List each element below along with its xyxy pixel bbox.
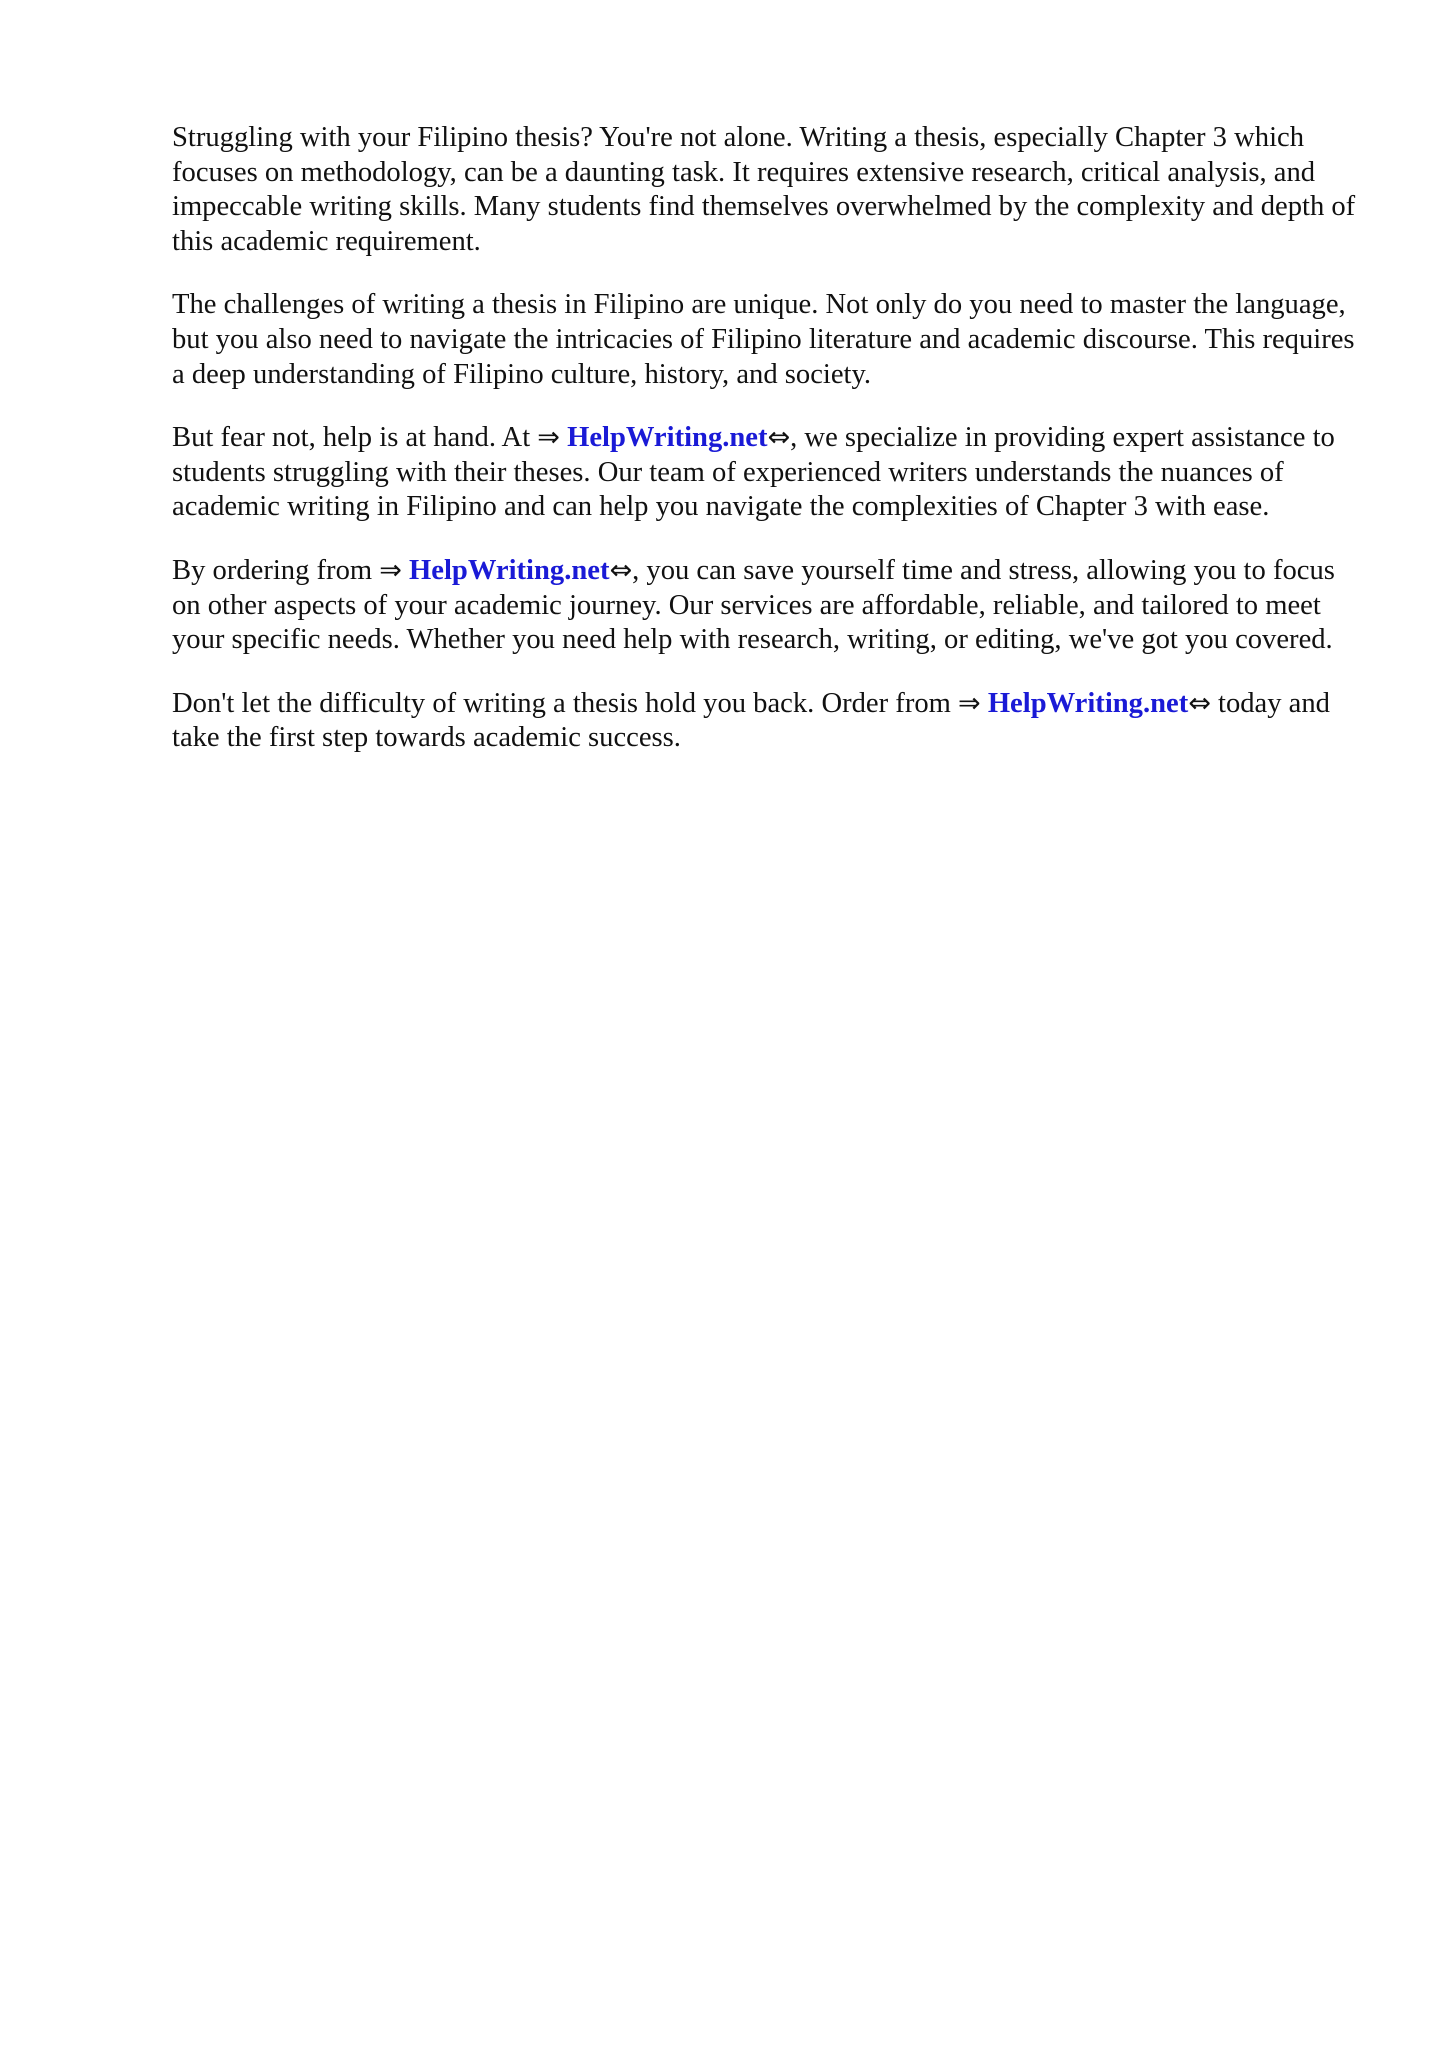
paragraph-4 <box>172 554 1360 658</box>
right-arrow-icon: ⇒ <box>537 422 560 454</box>
left-right-arrow-icon: ⇔ <box>609 554 633 586</box>
paragraph-5-text-before: Don't let the difficulty of writing a thesis hold you back. Order from <box>172 687 959 719</box>
document-body <box>172 121 1360 785</box>
paragraph-2-text: The challenges of writing a thesis in Filipino are unique. Not only do you need to master the language, but you also need to navigate the intricacies of Filipino literature and academic discourse. This requires a deep understanding of Filipino culture, history, and society. <box>172 289 1355 390</box>
helpwriting-link[interactable]: HelpWriting.net <box>409 554 610 586</box>
paragraph-2 <box>172 288 1360 392</box>
helpwriting-link[interactable]: HelpWriting.net <box>567 422 768 454</box>
right-arrow-icon: ⇒ <box>958 687 981 719</box>
helpwriting-link[interactable]: HelpWriting.net <box>987 687 1189 719</box>
paragraph-4-text-after: , you can save yourself time and stress, allowing you to focus on other aspects of your academic journey. Our services are affordable, reliable, and tailored to meet your specific needs. Whether you need help with research, writing, or editing, we've got you covered. <box>172 554 1335 656</box>
paragraph-3-text-before: But fear not, help is at hand. At <box>172 422 538 454</box>
paragraph-3 <box>172 421 1360 525</box>
left-right-arrow-icon: ⇔ <box>767 422 791 454</box>
paragraph-1 <box>172 121 1360 259</box>
paragraph-4-text-before: By ordering from <box>172 554 380 586</box>
paragraph-3-text-after: , we specialize in providing expert assistance to students struggling with their theses. Our team of experienced writers understands the nuances of academic writing in Filipino and can help you navigate the complexities of Chapter 3 with ease. <box>172 422 1335 523</box>
left-right-arrow-icon: ⇔ <box>1188 687 1211 719</box>
paragraph-5-text-after: today and take the first step towards academic success. <box>172 687 1330 754</box>
right-arrow-icon: ⇒ <box>379 554 402 586</box>
paragraph-1-text: Struggling with your Filipino thesis? You're not alone. Writing a thesis, especially Chapter 3 which focuses on methodology, can be a daunting task. It requires extensive research, critical analysis, and impeccable writing skills. Many students find themselves overwhelmed by the complexity and depth of this academic requirement. <box>172 122 1356 257</box>
paragraph-5 <box>172 687 1360 756</box>
